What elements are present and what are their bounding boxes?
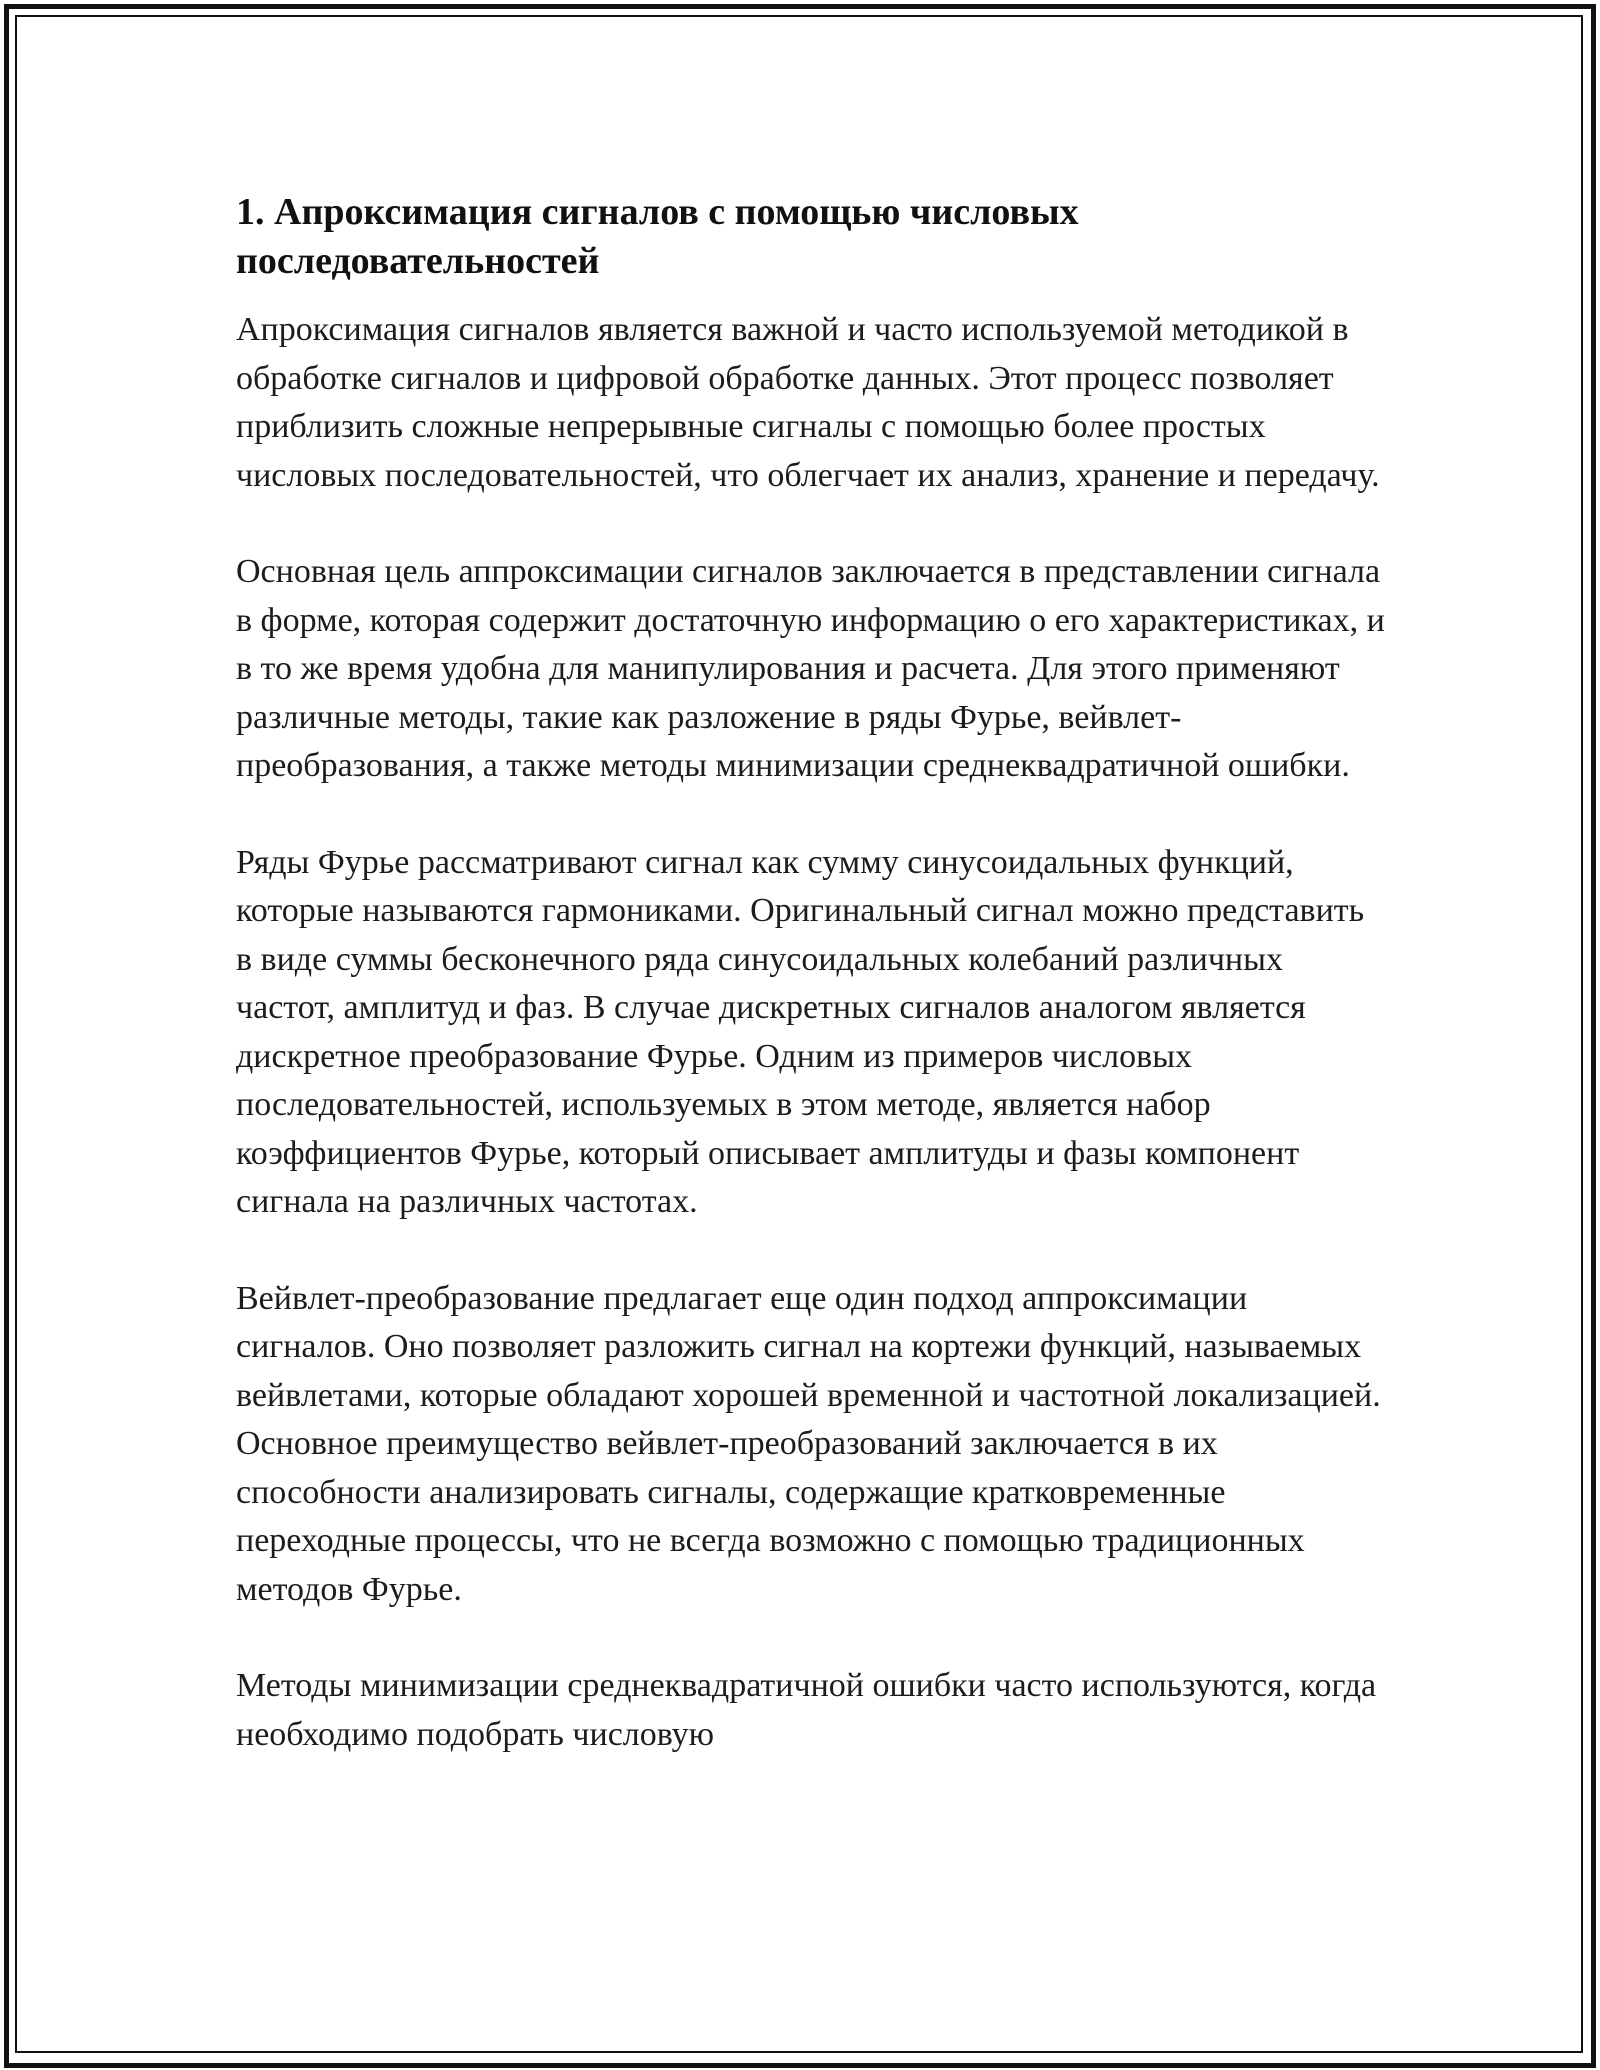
section-title: 1. Апроксимация сигналов с помощью числовых последовательностей (236, 191, 1079, 282)
paragraph-goal: Основная цель аппроксимации сигналов заключается в представлении сигнала в форме, которая содержит достаточную информацию о его характеристиках, и в то же время удобна для манипулирования и расчета. Для этого применяют различные методы, такие как разложение в ряды Фурье, вейвлет-преобразования, а также методы минимизации среднеквадратичной ошибки. (236, 553, 1385, 784)
paragraph-intro: Апроксимация сигналов является важной и часто используемой методикой в обработке сигналов и цифровой обработке данных. Этот процесс позволяет приблизить сложные непрерывные сигналы с помощью более простых числовых последовательностей, что облегчает их анализ, хранение и передачу. (236, 311, 1380, 494)
paragraph-wavelet: Вейвлет-преобразование предлагает еще один подход аппроксимации сигналов. Оно позволяет разложить сигнал на кортежи функций, называемых вейвлетами, которые обладают хорошей временной и частотной локализацией. Основное преимущество вейвлет-преобразований заключается в их способности анализировать сигналы, содержащие кратковременные переходные процессы, что не всегда возможно с помощью традиционных методов Фурье. (236, 1279, 1381, 1608)
paragraph-fourier: Ряды Фурье рассматривают сигнал как сумму синусоидальных функций, которые называются гармониками. Оригинальный сигнал можно представить в виде суммы бесконечного ряда синусоидальных колебаний различных частот, амплитуд и фаз. В случае дискретных сигналов аналогом является дискретное преобразование Фурье. Одним из примеров числовых последовательностей, используемых в этом методе, является набор коэффициентов Фурье, который описывает амплитуды и фазы компонент сигнала на различных частотах. (236, 843, 1365, 1220)
paragraph-mse: Методы минимизации среднеквадратичной ошибки часто используются, когда необходимо подобрать числовую (236, 1667, 1377, 1753)
document-body (236, 188, 1386, 1807)
